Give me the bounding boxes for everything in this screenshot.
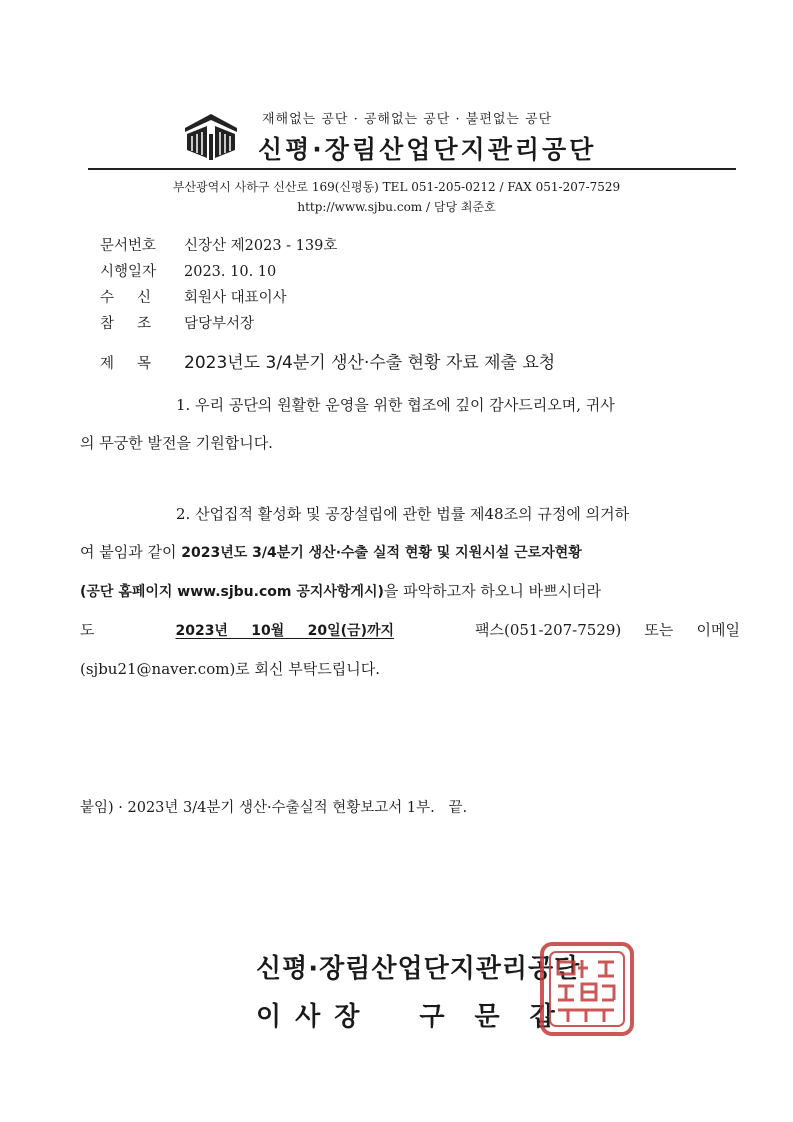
header-website-contact: http://www.sjbu.com / 담당 최준호 [297,200,496,214]
paragraph-1-line-2: 의 무궁한 발전을 기원합니다. [80,434,273,452]
official-seal-stamp-icon [538,940,636,1038]
doc-number-value: 신장산 제2023 - 139호 [184,238,338,254]
paragraph-2-line-2-text: 여 붙임과 같이 [80,543,182,561]
recipient-value: 회원사 대표이사 [184,290,287,306]
paragraph-2-line-4-start: 도 [80,621,95,639]
deadline-text: 2023년 10월 20일(금)까지 [175,623,395,639]
reference-value: 담당부서장 [184,316,255,332]
paragraph-2-line-1: 2. 산업집적 활성화 및 공장설립에 관한 법률 제48조의 규정에 의거하 [176,505,630,523]
date-label: 시행일자 [100,264,157,280]
paragraph-2-line-3-text: 을 파악하고자 하오니 바쁘시더라 [383,582,602,600]
recipient-label: 수 신 [100,290,152,306]
paragraph-2-contact-info: 팩스(051-207-7529) 또는 이메일 [475,621,740,639]
paragraph-2-emphasis: 2023년도 3/4분기 생산·수출 실적 현황 및 지원시설 근로자현황 [181,545,582,561]
signature-name: 구문갑 [419,1002,585,1032]
doc-number-label: 문서번호 [100,238,157,254]
date-row [100,260,276,281]
doc-number-row [100,234,337,255]
paragraph-2 [80,495,740,688]
date-value: 2023. 10. 10 [184,264,277,280]
subject-value: 2023년도 3/4분기 생산·수출 현황 자료 제출 요청 [184,353,556,373]
reference-row [100,312,254,333]
paragraph-1 [80,386,740,462]
header-slogan: 재해없는 공단 · 공해없는 공단 · 불편없는 공단 [262,112,553,127]
paragraph-2-line-3 [80,572,740,611]
recipient-row [100,286,287,307]
paragraph-2-line-4 [80,611,740,650]
subject-label: 제 목 [100,356,152,372]
paragraph-2-homepage-note: (공단 홈페이지 www.sjbu.com 공지사항게시) [80,584,384,600]
paragraph-2-line-5: (sjbu21@naver.com)로 회신 부탁드립니다. [80,660,381,678]
paragraph-2-line-2 [80,533,740,572]
header-divider [88,168,736,170]
subject-row [100,348,555,373]
header-org-name: 신평·장림산업단지관리공단 [258,135,597,164]
reference-label: 참 조 [100,316,152,332]
paragraph-1-line-1: 1. 우리 공단의 원활한 운영을 위한 협조에 깊이 감사드리오며, 귀사 [176,396,615,414]
header-address: 부산광역시 사하구 신산로 169(신평동) TEL 051-205-0212 / FAX 051-207-7529 [172,180,621,194]
organization-logo-icon [183,112,239,162]
attachment-line: 붙임) · 2023년 3/4분기 생산·수출실적 현황보고서 1부. 끝. [80,800,468,816]
signature-org-name: 신평·장림산업단지관리공단 [256,954,581,984]
signature-name-line [256,996,585,1033]
signature-title: 이사장 [256,1002,374,1032]
